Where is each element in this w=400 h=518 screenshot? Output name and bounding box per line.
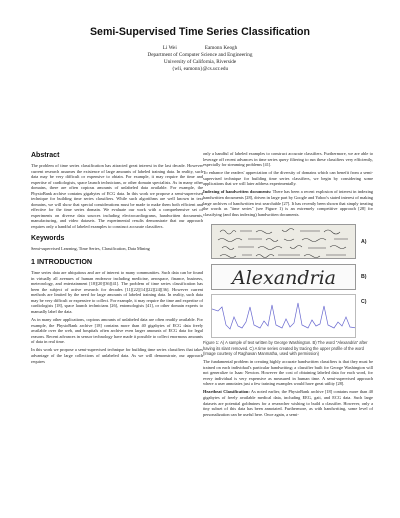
author-names <box>0 45 400 52</box>
handwriting-sample-image <box>211 224 356 259</box>
author-name: Li Wei <box>162 45 177 51</box>
author-block <box>0 45 400 73</box>
affiliation: Department of Computer Science and Engineering <box>147 52 253 58</box>
right-column <box>203 151 373 420</box>
abstract-text: The problem of time series classification has attracted great interest in the last decade. However current research assumes the existence of large amounts of labeled training data. In reality, such data may be very difficult or expensive to obtain. For example, it may require the time and expertise of cardiologists, space launch technicians, or other domain specialists. As in many other domains, there are often copious amounts of unlabeled data available. For example, the PhysioBank archive contains gigabytes of ECG data. In this work we propose a semi-supervised technique for building time series classifiers. While such algorithms are well known in text domains, we will show that special considerations must be made to make them both efficient and effective for the time series domain. We evaluate our work with a comprehensive set of experiments on diverse data sources including electrocardiograms, handwritten documents, manufacturing, and video datasets. The experimental results demonstrate that our approach requires only a handful of labeled examples to construct accurate classifiers. <box>31 163 203 230</box>
right-paragraph-4: The fundamental problem in creating highly accurate handwritten classifiers is that they must be trained on each individual's particular handwriting; a classifier built for George Washington will not generalize to Isaac Newton. However the cost of obtaining labeled data for each word, for every individual is very expensive as measured in human time. A semi-supervised approach where a user annotates just a few training examples would have great utility [28]. <box>203 359 373 387</box>
paragraph-body: As noted earlier, the PhysioBank archive [18] contains more than 40 gigabytes of freely available medical data, including EEG, gait, and ECG data. Such large datasets are potential goldmines for a researcher wishing to build a classifier. However, only a tiny subset of this data has been annotated. Furthermore, as with handwriting, some level of personalization can be useful here. Once again, a semi- <box>203 389 373 417</box>
left-column <box>31 152 203 367</box>
author-name: Eamonn Keogh <box>204 45 238 51</box>
intro-paragraph-1: Time series data are ubiquitous and are of interest to many communities. Such data can be found in virtually all avenues of human endeavor including medicine, aerospace, finance, business, meteorology, and entertainment [18][20][36][41]. The problem of time series classification has been the subject of active research for decades [11][22][14][22][24][36]. However current methods are limited by the need for large amounts of labeled training data. In reality, such data may be very difficult or expensive to collect. For example, it may require the time and expertise of cardiologists [18], space launch technicians [26], entomologists [41], or other domain experts to manually label the data. <box>31 270 203 314</box>
intro-paragraph-2: As in many other applications, copious amounts of unlabeled data are often readily available. For example, the PhysioBank archive [18] contains more than 40 gigabytes of ECG data freely available over the web, and hospitals often archive even larger amounts of ECG data for legal reasons. Recent advances in sensor technology have made it possible to collect enormous amounts of data in real time. <box>31 317 203 345</box>
right-paragraph-1: only a handful of labeled examples to construct accurate classifiers. Furthermore, we are able to leverage off recent advances in time series query filtering to run these classifiers very efficiently, especially for streaming problems [41]. <box>203 151 373 168</box>
keywords-heading: Keywords <box>31 234 65 242</box>
figure-label-a: A) <box>361 239 367 246</box>
right-paragraph-3 <box>203 189 373 217</box>
figure-label-c: C) <box>361 299 367 306</box>
keywords-text: Semi-supervised Learning, Time Series, Classification, Data Mining <box>31 245 150 251</box>
right-paragraph-5 <box>203 389 373 417</box>
introduction-heading: 1 INTRODUCTION <box>31 257 93 267</box>
abstract-heading: Abstract <box>31 152 60 159</box>
manuscript-scan <box>212 225 356 259</box>
time-series-line <box>212 295 356 338</box>
paper-title: Semi-Supervised Time Series Classification <box>89 26 310 38</box>
figure-label-b: B) <box>361 274 367 281</box>
intro-paragraph-3: In this work we propose a semi-supervised technique for building time series classifiers that takes advantage of the large collections of unlabeled data. As we will demonstrate, our approach requires <box>31 347 203 364</box>
run-in-heading: Indexing of handwritten documents: <box>203 189 272 195</box>
handwritten-word <box>212 265 356 290</box>
paragraph-body: There has been a recent explosion of interest in indexing handwritten documents [28], driven in large part by Google and Yahoo's stated interest of making large archives of handwritten text searchable [27]. It has recently been shown that simply treating the words as "time series" (see Figure 1) is an extremely competitive approach [28] for classifying (and thus indexing) handwritten documents. <box>203 189 373 217</box>
right-paragraph-2: To enhance the readers' appreciation of the diversity of domains which can benefit from a semi-supervised technique for building time series classifiers, we begin by considering some applications that we will later address experimentally. <box>203 170 373 187</box>
word-text: Alexandria <box>232 267 336 290</box>
time-series-plot <box>211 294 356 338</box>
figure-caption: Figure 1: A) A sample of text written by George Washington. B) The word "Alexandria" after having its slant removed. C) A time series created by tracing the upper profile of the word (Image courtesy of Raghavan Manmatha, used with permission) <box>203 340 368 356</box>
university: University of California, Riverside <box>163 59 237 65</box>
run-in-heading: Heartbeat Classification: <box>203 389 250 395</box>
author-emails: {wli, eamonn}@cs.ucr.edu <box>171 66 229 72</box>
word-image <box>211 264 356 290</box>
figure-1 <box>203 220 373 338</box>
